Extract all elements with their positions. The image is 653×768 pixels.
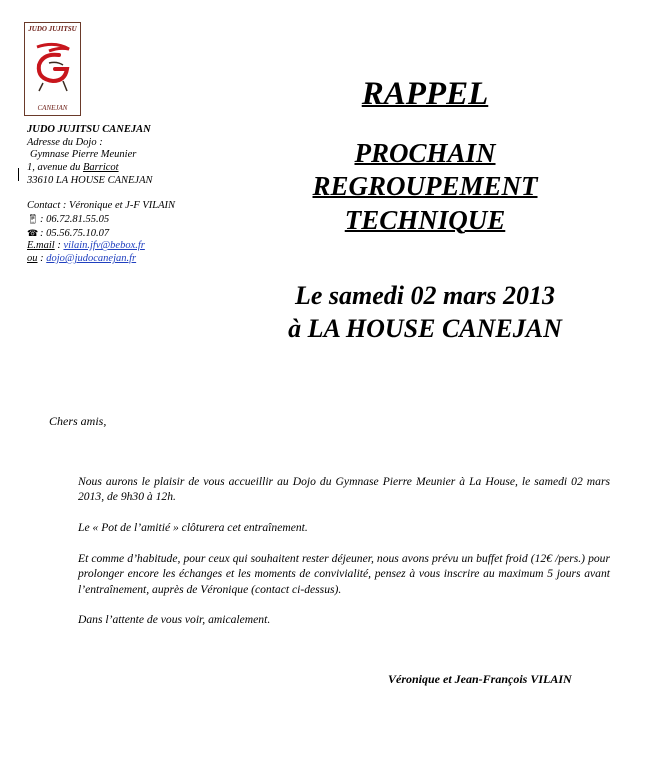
street-prefix: 1, avenue du [27,162,83,174]
contact-persons: Contact : Véronique et J-F VILAIN [27,200,176,212]
email-link[interactable]: vilain.jfv@bebox.fr [63,240,145,252]
email2-line [27,253,175,266]
paragraph-closing: Dans l’attente de vous voir, amicalement. [78,613,271,626]
phone-line [27,227,175,241]
email2-link[interactable]: dojo@judocanejan.fr [46,253,137,265]
heading-line-1: PROCHAIN [354,138,496,168]
or-label: ou [27,253,38,265]
event-date: Le samedi 02 mars 2013 [295,281,555,310]
street-address [27,162,175,175]
contact-block [27,124,175,266]
logo-emblem-icon [29,39,77,93]
text-cursor [18,168,19,181]
or-separator: : [37,253,47,265]
logo-bottom-text: CANEJAN [37,104,68,112]
paragraph-pot: Le « Pot de l’amitié » clôturera cet entraînement. [78,521,308,534]
gym-name: Gymnase Pierre Meunier [30,149,137,161]
club-name: JUDO JUJITSU CANEJAN [27,124,151,135]
address-label: Adresse du Dojo : [27,136,103,148]
city: 33610 LA HOUSE CANEJAN [27,174,153,186]
mobile-number: : 06.72.81.55.05 [40,213,110,225]
paragraph-invitation: Nous aurons le plaisir de vous accueillir au Dojo du Gymnase Pierre Meunier à La House, le samedi 02 mars 2013, de 9h30 à 12h. [78,475,610,504]
mobile-phone-icon: 📱︎ [27,213,39,224]
heading-line-3: TECHNIQUE [344,205,506,235]
club-logo [24,22,81,116]
rappel-title: RAPPEL [361,76,489,112]
street-name: Barricot [82,162,119,174]
paragraph-buffet: Et comme d’habitude, pour ceux qui souhaitent rester déjeuner, nous avons prévu un buffet froid (12€ /pers.) pour prolonger encore les échanges et les moments de convivialité, pensez à vous inscrire au maximum 5 jours avant l’entraînement, auprès de Véronique (contact ci-dessus). [78,552,610,596]
event-place: à LA HOUSE CANEJAN [288,314,562,343]
logo-top-text: JUDO JUJITSU [28,25,77,33]
email-separator: : [54,240,64,252]
email-label: E.mail [27,240,55,252]
greeting: Chers amis, [49,414,107,428]
mobile-line [27,213,175,227]
phone-number: : 05.56.75.10.07 [40,227,110,239]
heading-line-2: REGROUPEMENT [312,171,538,201]
signature: Véronique et Jean-François VILAIN [388,672,572,686]
email-line [27,240,175,253]
telephone-icon: ☎ [27,227,39,238]
